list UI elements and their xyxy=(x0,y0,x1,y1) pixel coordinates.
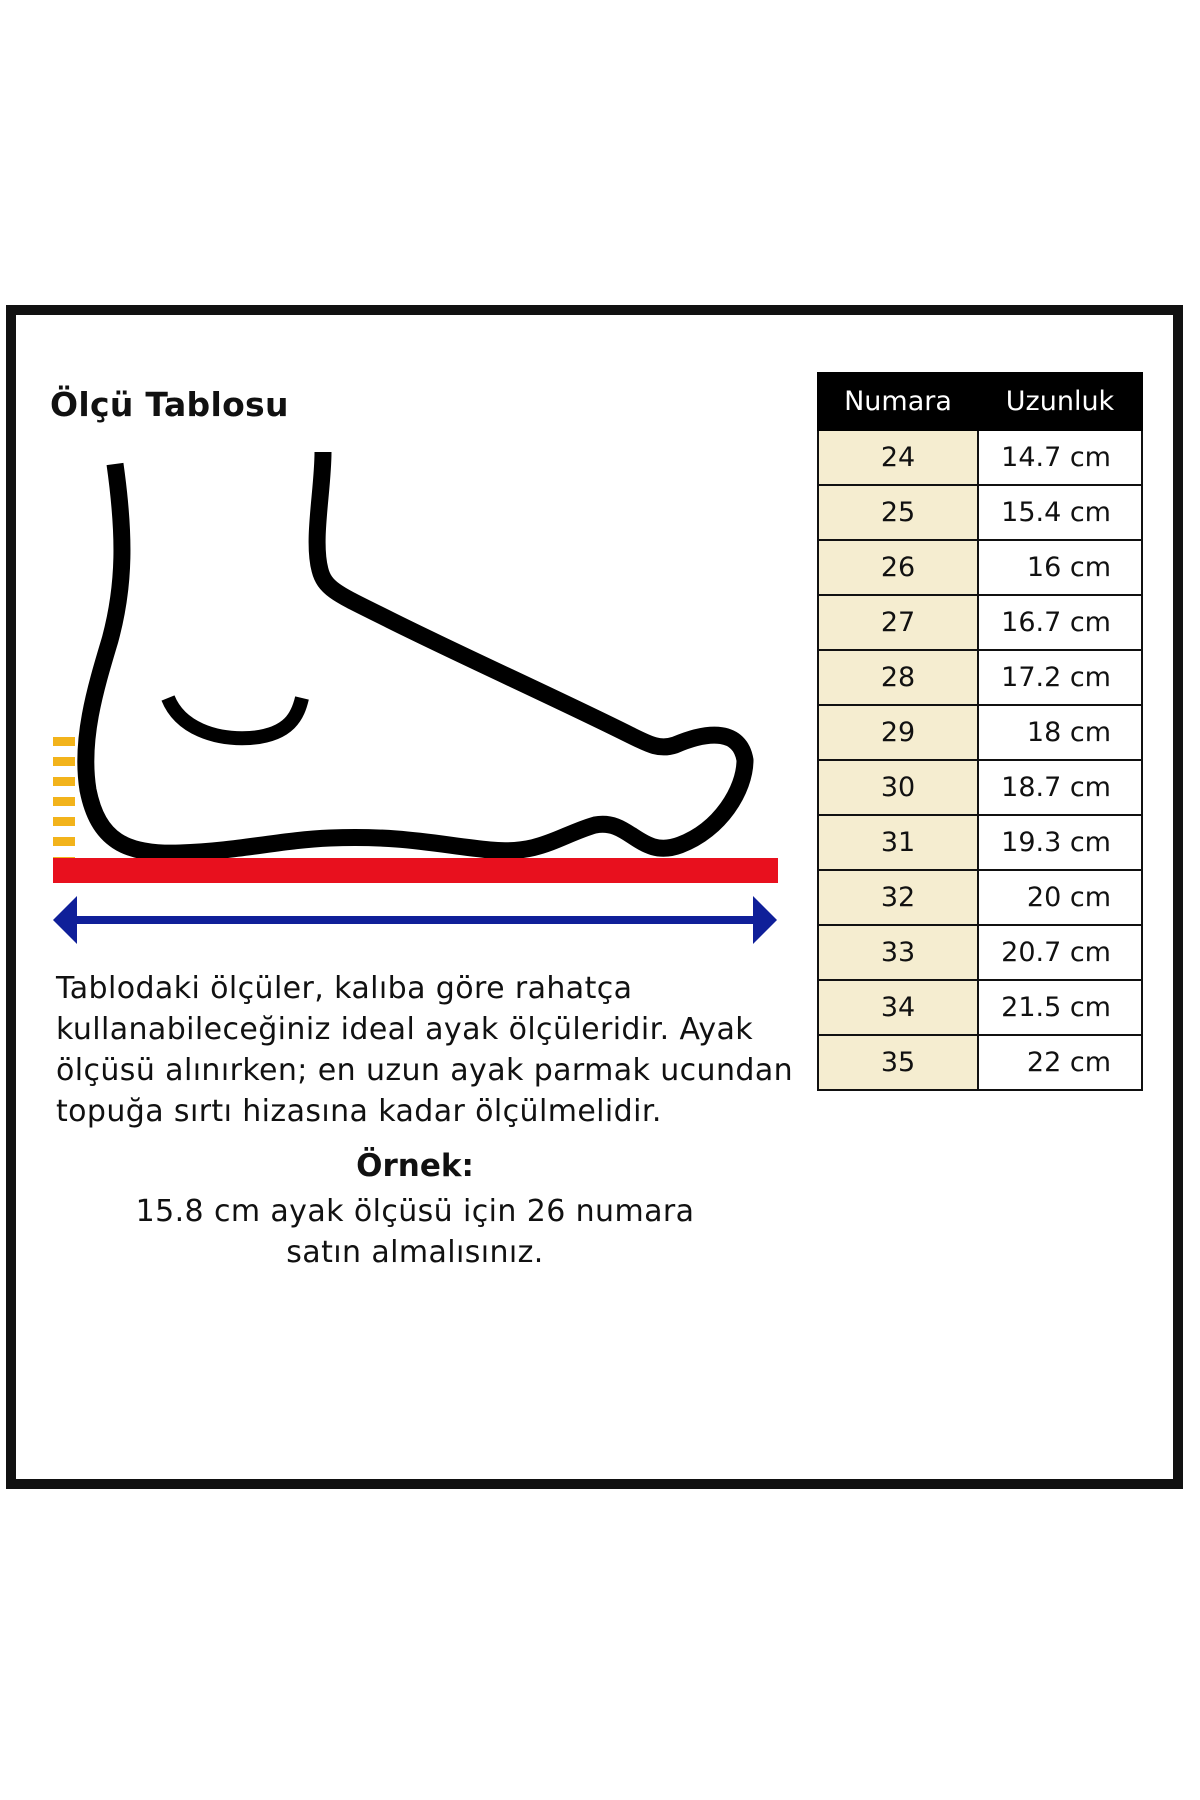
description-line: topuğa sırtı hizasına kadar ölçülmelidir. xyxy=(56,1094,662,1129)
example-text xyxy=(100,1191,730,1273)
heel-marks xyxy=(53,737,75,866)
column-header-length: Uzunluk xyxy=(978,373,1142,430)
table-row xyxy=(818,485,1142,540)
length-cell: 21.5 cm xyxy=(978,980,1142,1035)
page-title: Ölçü Tablosu xyxy=(50,385,289,424)
example-line: satın almalısınız. xyxy=(286,1235,544,1270)
table-row xyxy=(818,1035,1142,1090)
ankle-bone-icon xyxy=(168,698,302,738)
table-row xyxy=(818,760,1142,815)
length-cell: 15.4 cm xyxy=(978,485,1142,540)
table-row xyxy=(818,430,1142,485)
length-cell: 20 cm xyxy=(978,870,1142,925)
example-line: 15.8 cm ayak ölçüsü için 26 numara xyxy=(135,1194,695,1229)
size-cell: 31 xyxy=(818,815,978,870)
size-cell: 29 xyxy=(818,705,978,760)
size-cell: 28 xyxy=(818,650,978,705)
description xyxy=(56,968,796,1132)
size-cell: 24 xyxy=(818,430,978,485)
ground-bar xyxy=(53,858,778,883)
length-cell: 18 cm xyxy=(978,705,1142,760)
length-cell: 18.7 cm xyxy=(978,760,1142,815)
description-line: ölçüsü alınırken; en uzun ayak parmak ucundan xyxy=(56,1053,794,1088)
size-cell: 32 xyxy=(818,870,978,925)
table-row xyxy=(818,870,1142,925)
description-line: kullanabileceğiniz ideal ayak ölçüleridir. Ayak xyxy=(56,1012,754,1047)
example-label: Örnek: xyxy=(356,1148,474,1184)
table-row xyxy=(818,540,1142,595)
description-line: Tablodaki ölçüler, kalıba göre rahatça xyxy=(56,971,633,1006)
foot-outline-icon xyxy=(86,452,745,853)
table-header-row xyxy=(818,373,1142,430)
length-cell: 16 cm xyxy=(978,540,1142,595)
length-cell: 19.3 cm xyxy=(978,815,1142,870)
size-cell: 27 xyxy=(818,595,978,650)
length-cell: 20.7 cm xyxy=(978,925,1142,980)
length-cell: 17.2 cm xyxy=(978,650,1142,705)
table-row xyxy=(818,815,1142,870)
foot-diagram xyxy=(40,440,790,950)
size-cell: 30 xyxy=(818,760,978,815)
table-row xyxy=(818,980,1142,1035)
size-cell: 26 xyxy=(818,540,978,595)
table-row xyxy=(818,595,1142,650)
length-cell: 22 cm xyxy=(978,1035,1142,1090)
size-cell: 25 xyxy=(818,485,978,540)
size-cell: 34 xyxy=(818,980,978,1035)
table-row xyxy=(818,925,1142,980)
table-row xyxy=(818,650,1142,705)
double-arrow-icon xyxy=(53,896,777,944)
size-table xyxy=(817,372,1143,1091)
size-cell: 35 xyxy=(818,1035,978,1090)
length-cell: 16.7 cm xyxy=(978,595,1142,650)
table-row xyxy=(818,705,1142,760)
size-cell: 33 xyxy=(818,925,978,980)
length-cell: 14.7 cm xyxy=(978,430,1142,485)
column-header-size: Numara xyxy=(818,373,978,430)
